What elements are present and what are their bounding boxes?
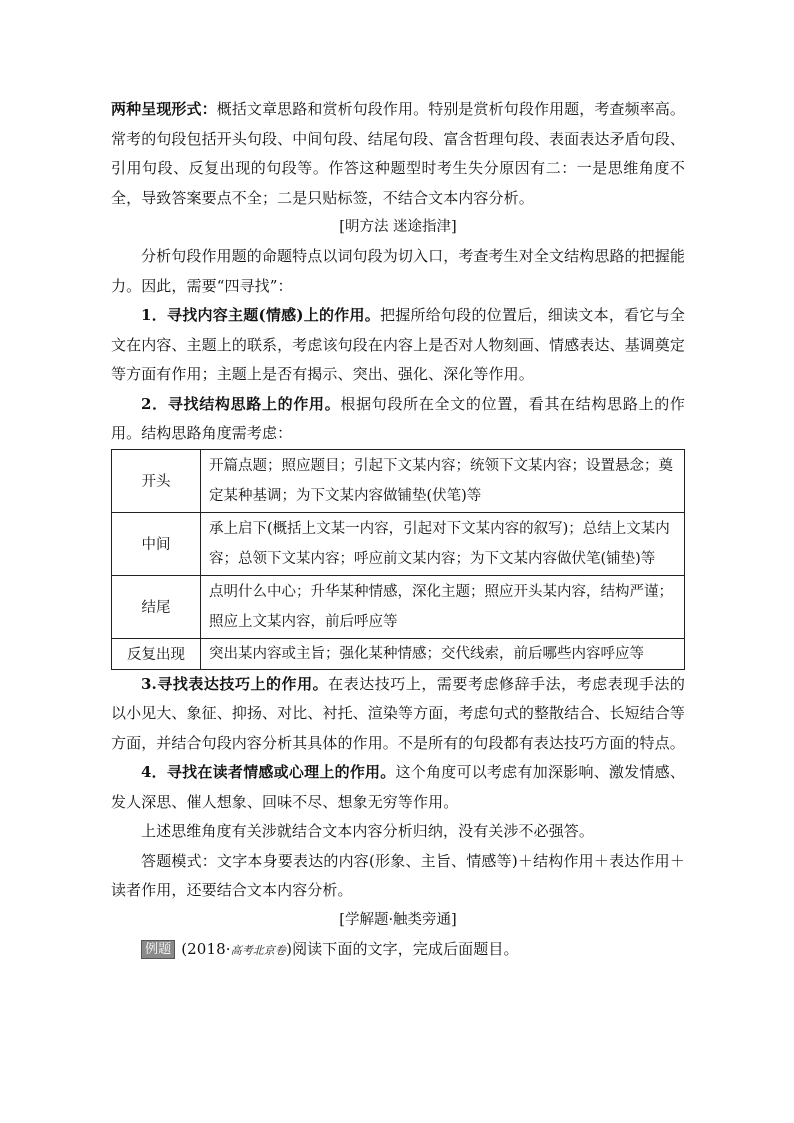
intro-paragraph: [111, 95, 685, 213]
table-row-content: 开篇点题；照应题目；引起下文某内容；统领下文某内容；设置悬念；奠定某种基调；为下文某内容做铺垫(伏笔)等: [201, 449, 685, 512]
point-3-head: 3.寻找表达技巧上的作用。: [141, 674, 329, 693]
structure-table: [111, 449, 685, 670]
answer-mode-body: 文字本身要表达的内容(形象、主旨、情感等)＋结构作用＋表达作用＋读者作用，还要结合文本内容分析。: [111, 851, 685, 899]
example-text: 阅读下面的文字，完成后面题目。: [292, 939, 519, 958]
answer-mode-label: 答题模式：: [141, 851, 217, 870]
point-2-body: 根据句段所在全文的位置，看其在结构思路上的作用。结构思路角度需考虑：: [111, 394, 685, 442]
point-4: [111, 758, 685, 817]
table-row-label: 开头: [112, 449, 201, 512]
table-row-content: 承上启下(概括上文某一内容，引起对下文某内容的叙写)；总结上文某内容；总领下文某内容；呼应前文某内容；为下文某内容做伏笔(铺垫)等: [201, 512, 685, 575]
table-row: [112, 575, 685, 638]
point-3-body: 在表达技巧上，需要考虑修辞手法，考虑表现手法的以小见大、象征、抑扬、对比、衬托、渲染等方面，考虑句式的整散结合、长短结合等方面，并结合句段内容分析其具体的作用。不是所有的句段都有表达技巧方面的特点。: [111, 674, 685, 752]
table-row: [112, 638, 685, 669]
note-paragraph: 上述思维角度有关涉就结合文本内容分析归纳，没有关涉不必强答。: [141, 822, 595, 840]
example-source-name: 高考北京卷: [230, 943, 287, 957]
table-row: [112, 512, 685, 575]
section-title-methods: [明方法 迷途指津]: [339, 219, 457, 235]
point-2-head: 2．寻找结构思路上的作用。: [141, 394, 341, 413]
section-title-practice: [学解题·触类旁通]: [339, 911, 457, 928]
table-row-content: 点明什么中心；升华某种情感，深化主题；照应开头某内容，结构严谨；照应上文某内容，前后呼应等: [201, 575, 685, 638]
example-line: [111, 935, 685, 966]
example-source-year: (2018·: [181, 939, 231, 958]
intro-lead: 两种呈现形式：: [111, 100, 217, 118]
table-row-content: 突出某内容或主旨；强化某种情感；交代线索，前后哪些内容呼应等: [201, 638, 685, 669]
point-4-head: 4．寻找在读者情感或心理上的作用。: [141, 763, 396, 781]
example-source-close: ): [286, 939, 293, 958]
example-badge: 例题: [141, 940, 175, 959]
intro-text: 概括文章思路和赏析句段作用。特别是赏析句段作用题，考查频率高。常考的句段包括开头句段、中间句段、结尾句段、富含哲理句段、表面表达矛盾句段、引用句段、反复出现的句段等。作答这种题型时考生失分原因有二：一是思维角度不全，导致答案要点不全；二是只贴标签，不结合文本内容分析。: [111, 100, 686, 207]
table-row: [112, 449, 685, 512]
table-row-label: 中间: [112, 512, 201, 575]
point-4-body: 这个角度可以考虑有加深影响、激发情感、发人深思、催人想象、回味不尽、想象无穷等作用。: [111, 763, 685, 811]
point-1: [111, 301, 685, 390]
point-3: [111, 670, 685, 759]
point-1-body: 把握所给句段的位置后，细读文本，看它与全文在内容、主题上的联系，考虑该句段在内容上是否对人物刻画、情感表达、基调奠定等方面有作用；主题上是否有揭示、突出、强化、深化等作用。: [111, 306, 685, 383]
point-1-head: 1．寻找内容主题(情感)上的作用。: [141, 306, 380, 324]
point-2: [111, 390, 685, 449]
document-page: [111, 95, 685, 965]
table-row-label: 结尾: [112, 575, 201, 638]
analysis-intro: 分析句段作用题的命题特点以词句段为切入口，考查考生对全文结构思路的把握能力。因此，需要“四寻找”：: [111, 247, 685, 295]
answer-mode: [111, 847, 685, 906]
table-row-label: 反复出现: [112, 638, 201, 669]
